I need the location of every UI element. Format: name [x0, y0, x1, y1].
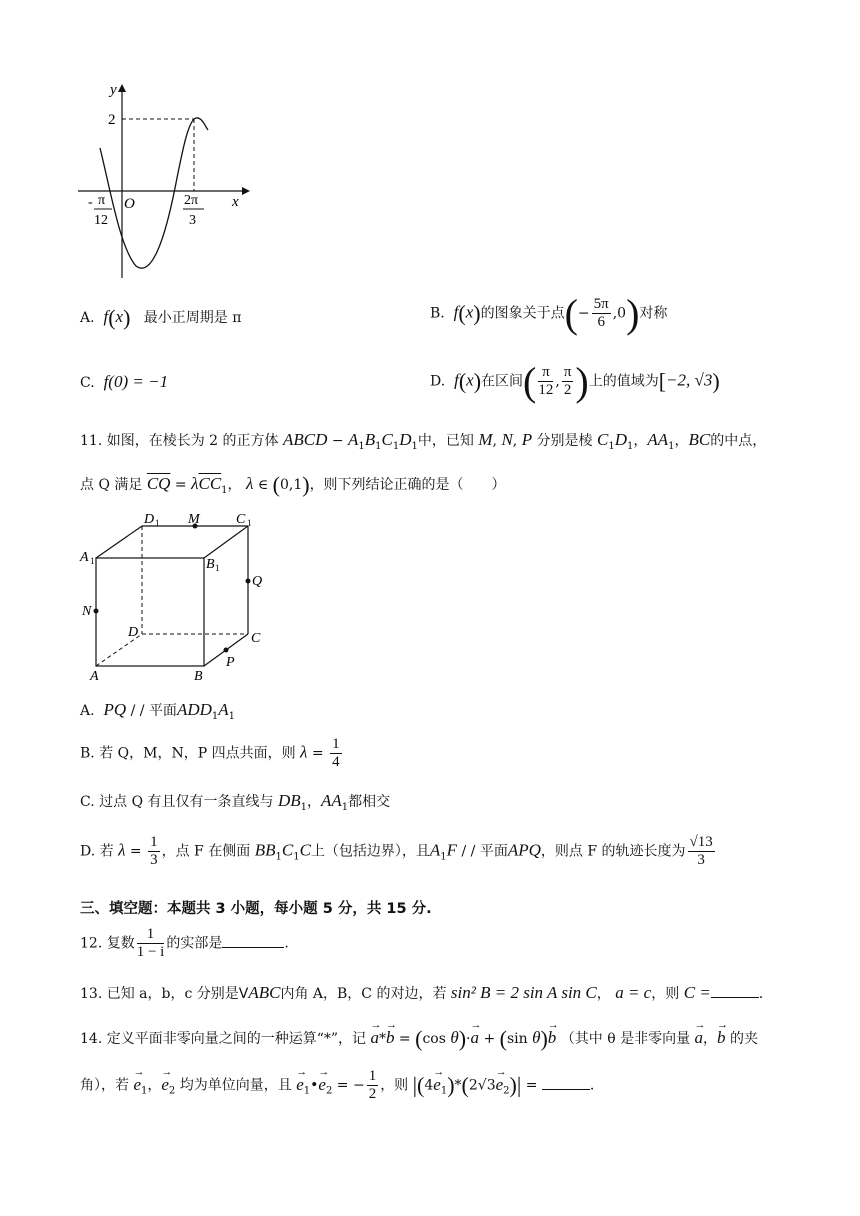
x-axis-label: x — [232, 194, 239, 210]
option-text: 的图象关于点 — [480, 305, 565, 322]
q11-option-d: D. 若 λ = $\frac{1}{3}$ ，点 F 在侧面 $BB_1C_1C$上（包括边界），且$A_1F$ / / 平面APQ，则点 F 的轨迹长度为 $\frac{√13}{3}$ — [80, 834, 713, 868]
neg-tick-prefix: - — [88, 195, 93, 210]
cube-figure — [76, 508, 276, 688]
label-N: N — [82, 604, 92, 619]
q11-stem-line2: 点 Q 满足 $\overline{CQ} = \lambda\overline{CC}_1$， λ ∈ (0,1)，则下列结论正确的是（ ） — [80, 472, 506, 497]
origin-label: O — [124, 196, 135, 212]
frac-num: 5π — [593, 296, 609, 312]
answer-blank[interactable] — [711, 985, 759, 998]
equation: f(0) = −1 — [103, 372, 169, 391]
label-C: C — [251, 631, 261, 646]
option-label: C. — [80, 375, 95, 391]
q10-option-d: D. f(x)在区间( $\frac{\pi}{12}$ , $\frac{\pi}{2}$ )上的值域为[−2, √3) — [430, 359, 720, 404]
label-D1: D — [144, 512, 155, 527]
y-axis-label: y — [110, 82, 117, 98]
label-D: D — [128, 625, 139, 640]
svg-text:1: 1 — [90, 556, 95, 566]
q10-option-b: B. f(x)的图象关于点(− $\frac{5\pi}{6}$ ,0)对称 — [430, 291, 668, 336]
q12: 12. 复数 $\frac{1}{1 - i}$ 的实部是 . — [80, 926, 289, 960]
svg-text:1: 1 — [247, 518, 252, 528]
pos-tick-den: 3 — [189, 213, 196, 228]
label-Q: Q — [252, 574, 263, 589]
svg-text:1: 1 — [215, 563, 220, 573]
option-text: 对称 — [639, 305, 668, 322]
y-tick-label: 2 — [108, 112, 116, 128]
label-A1: A — [80, 550, 89, 565]
option-text: 最小正周期是 π — [143, 310, 242, 326]
q11-option-b: B. 若 Q，M，N，P 四点共面，则 λ = $\frac{1}{4}$ — [80, 736, 340, 770]
label-B1: B — [206, 557, 215, 572]
neg-tick-num: π — [98, 193, 106, 208]
q11-option-c: C. 过点 Q 有且仅有一条直线与 $DB_1$，$AA_1$都相交 — [80, 791, 391, 813]
q11-stem-line1: 11. 如图，在棱长为 2 的正方体 ABCD − $A_1B_1C_1D_1$中，已知 M, N, P 分别是棱 $C_1D_1$，$AA_1$，BC的中点， — [80, 430, 767, 452]
label-C1: C — [236, 512, 246, 527]
label-P: P — [226, 655, 235, 670]
option-label: B. — [430, 305, 445, 322]
frac-den: 6 — [597, 314, 605, 330]
label-M: M — [188, 512, 200, 527]
label-A: A — [90, 669, 99, 684]
q14-line2: 角），若 → $e_1$，→ $e_2$ 均为单位向量，且 → $e_1•\to e_2$ = − $\frac{1}{2}$ ，则 $|(4\to e_1)*(2√3\to e_2)|$ = . — [80, 1068, 594, 1103]
pos-tick-num: 2π — [184, 193, 199, 208]
q14-line1: 14. 定义平面非零向量之间的一种运算“*”，记 → a*→ b = (cos θ)·→ a + (sin θ)→ b （其中 θ 是非零向量 → a，→ b 的夹 — [80, 1026, 758, 1052]
q11-option-a: A. PQ / / 平面$ADD_1A_1$ — [80, 700, 236, 722]
svg-text:1: 1 — [155, 518, 160, 528]
range: −2, √3 — [666, 370, 713, 390]
option-label: A. — [80, 310, 95, 326]
answer-blank[interactable] — [222, 935, 284, 948]
q13: 13. 已知 a，b，c 分别是VABC内角 A，B，C 的对边，若 sin² B = 2 sin A sin C， a = c，则 C = . — [80, 983, 764, 1002]
answer-blank[interactable] — [542, 1077, 590, 1090]
q10-option-c — [80, 372, 168, 392]
neg-tick-den: 12 — [94, 213, 108, 228]
label-B: B — [194, 669, 203, 684]
option-label: D. — [430, 373, 446, 390]
sine-graph-figure — [70, 78, 260, 283]
section-heading: 三、填空题：本题共 3 小题，每小题 5 分，共 15 分. — [80, 901, 432, 917]
q10-option-a: A. f(x) 最小正周期是 π — [80, 305, 242, 330]
